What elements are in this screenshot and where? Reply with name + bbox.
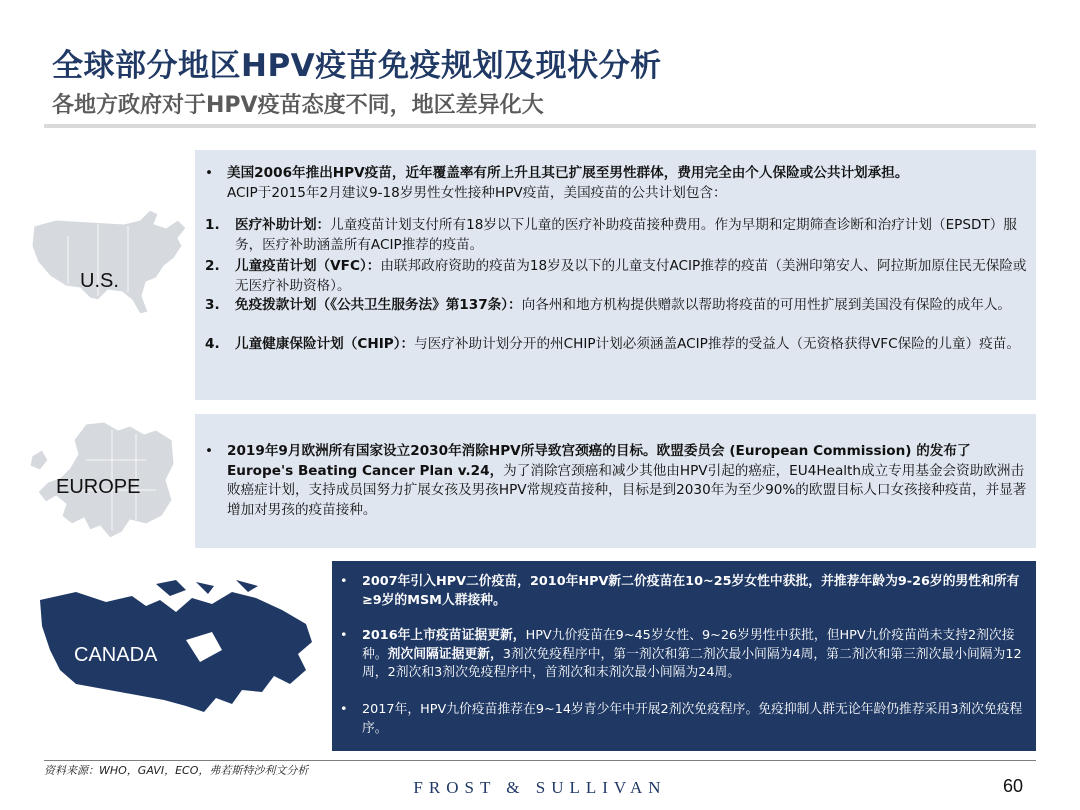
list-item-text: 与医疗补助计划分开的州CHIP计划必须涵盖ACIP推荐的受益人（无资格获得VFC保险的儿童）疫苗。 xyxy=(414,336,1020,352)
list-item-text: 2017年，HPV九价疫苗推荐在9~14岁青少年中开展2剂次免疫程序。免疫抑制人群无论年龄仍推荐采用3剂次免疫程序。 xyxy=(362,702,1023,736)
canada-map-label: CANADA xyxy=(74,644,158,666)
brand-logo: FROST & SULLIVAN xyxy=(413,778,667,797)
list-number: 3. xyxy=(205,297,220,313)
list-item-heading: 2016年上市疫苗证据更新， xyxy=(362,628,526,643)
bullet-marker: • xyxy=(340,628,348,643)
list-item-heading: 儿童健康保险计划（CHIP）： xyxy=(235,336,415,352)
source-note: 资料来源：WHO，GAVI，ECO，弗若斯特沙利文分析 xyxy=(44,764,309,777)
us-intro-text: ACIP于2015年2月建议9-18岁男性女性接种HPV疫苗，美国疫苗的公共计划包含： xyxy=(227,184,727,201)
list-item-heading: 免疫拨款计划（《公共卫生服务法》第137条）： xyxy=(235,297,522,313)
us-intro-bold: 美国2006年推出HPV疫苗，近年覆盖率有所上升且其已扩展至男性群体，费用完全由个人保险或公共计划承担。 xyxy=(227,165,909,181)
list-item-text: 儿童疫苗计划支付所有18岁以下儿童的医疗补助疫苗接种费用。作为早期和定期筛查诊断和治疗计划（EPSDT）服务，医疗补助涵盖所有ACIP推荐的疫苗。 xyxy=(235,217,1017,253)
list-item xyxy=(205,257,1027,296)
canada-panel xyxy=(332,561,1036,751)
bullet-marker: • xyxy=(205,165,214,181)
europe-text: 为了消除宫颈癌和减少其他由HPV引起的癌症，EU4Health成立专用基金会资助欧洲击败癌症计划，支持成员国努力扩展女孩及男孩HPV常规疫苗接种，目标是到2030年为至少90%的欧盟目标人口女孩接种疫苗，并显著增加对男孩的疫苗接种。 xyxy=(227,462,1027,518)
list-item-text: 由联邦政府资助的疫苗为18岁及以下的儿童支付ACIP推荐的疫苗（美洲印第安人、阿拉斯加原住民无保险或无医疗补助资格）。 xyxy=(235,258,1027,294)
us-map-icon xyxy=(28,206,190,318)
europe-heading: 2019年9月欧洲所有国家设立2030年消除HPV所导致宫颈癌的目标。欧盟委员会 (European Commission) 的发布了Europe's Beating Cancer Plan v.24， xyxy=(227,443,971,479)
list-item-heading: 医疗补助计划： xyxy=(235,217,331,233)
list-item-heading: 儿童疫苗计划（VFC）： xyxy=(235,258,381,274)
title-divider xyxy=(44,124,1036,128)
bullet-marker: • xyxy=(205,443,214,459)
europe-paragraph xyxy=(205,442,1031,520)
list-item xyxy=(340,573,1030,610)
page-number: 60 xyxy=(1003,776,1024,796)
page-subtitle: 各地方政府对于HPV疫苗态度不同，地区差异化大 xyxy=(52,93,544,118)
list-number: 2. xyxy=(205,258,220,274)
us-intro xyxy=(205,164,1031,203)
list-number: 4. xyxy=(205,336,220,352)
bullet-marker: • xyxy=(340,574,348,589)
list-item-heading: 剂次间隔证据更新， xyxy=(387,646,503,662)
europe-panel xyxy=(195,414,1036,548)
europe-map-label: EUROPE xyxy=(56,476,141,498)
list-item xyxy=(205,296,1027,316)
us-panel xyxy=(195,150,1036,400)
list-item-heading: 2007年引入HPV二价疫苗，2010年HPV新二价疫苗在10~25岁女性中获批，并推荐年龄为9-26岁的男性和所有≥9岁的MSM人群接种。 xyxy=(362,574,1020,608)
page-title: 全球部分地区HPV疫苗免疫规划及现状分析 xyxy=(52,48,662,84)
list-item xyxy=(205,216,1027,255)
list-item xyxy=(340,701,1030,738)
list-item-text: 3剂次免疫程序中，第一剂次和第二剂次最小间隔为4周，第二剂次和第三剂次最小间隔为12周，2剂次和3剂次免疫程序中，首剂次和末剂次最小间隔为24周。 xyxy=(362,646,1022,680)
footer-divider xyxy=(44,760,1036,761)
us-map-label: U.S. xyxy=(80,270,119,292)
list-item xyxy=(205,335,1027,355)
list-item xyxy=(340,627,1030,683)
list-item-text: 向各州和地方机构提供赠款以帮助将疫苗的可用性扩展到美国没有保险的成年人。 xyxy=(521,297,1012,313)
list-number: 1. xyxy=(205,217,220,233)
bullet-marker: • xyxy=(340,702,348,717)
list-item-text: HPV九价疫苗在9~45岁女性、9~26岁男性中获批，但HPV九价疫苗尚未支持2剂次接种。 xyxy=(362,628,1015,662)
